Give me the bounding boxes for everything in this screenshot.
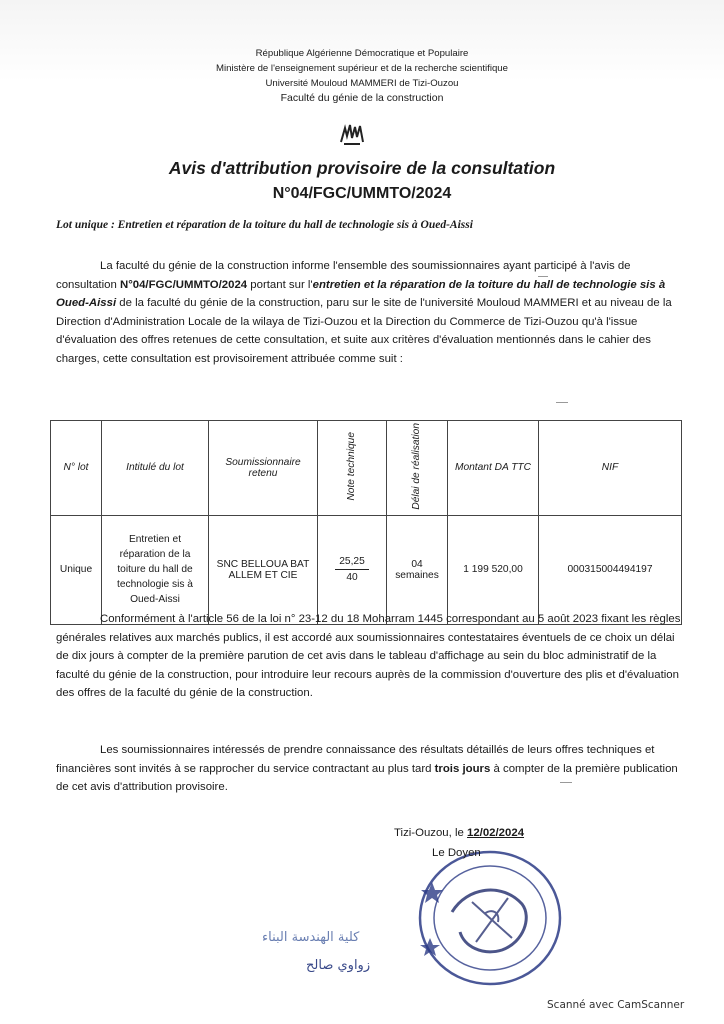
invitation-paragraph: Les soumissionnaires intéressés de prendre connaissance des résultats détaillés de leurs offres techniques et financières sont invités à se rapprocher du service contractant au plus tard trois jours à compter de la première publication de cet avis d'attribution provisoire. (56, 744, 678, 794)
lot-heading: Lot unique : Entretien et réparation de la toiture du hall de technologie sis à Oued-Aissi (56, 219, 473, 231)
header-university: Université Mouloud MAMMERI de Tizi-Ouzou (265, 78, 459, 89)
header-soumissionnaire: Soumissionnaire retenu (209, 421, 318, 516)
document-title: Avis d'attribution provisoire de la consultation (168, 158, 556, 178)
signature-date: 12/02/2024 (467, 827, 525, 839)
cell-montant: 1 199 520,00 (448, 515, 539, 624)
header-ministry: Ministère de l'enseignement supérieur et de la recherche scientifique (216, 63, 508, 74)
signature-date-line: Tizi-Ouzou, le 12/02/2024 (394, 827, 525, 839)
signature-title: Le Doyen (432, 847, 481, 859)
intro-reference: N°04/FGC/UMMTO/2024 (119, 278, 248, 291)
cell-lot-no: Unique (51, 515, 102, 624)
delai-unit: semaines (395, 569, 439, 581)
signatory-name-arabic: زواوي صالح (306, 958, 371, 973)
table-row (51, 515, 682, 624)
header-note: Note technique (318, 421, 387, 516)
scan-mark (560, 782, 572, 783)
delai-value: 04 (411, 558, 423, 570)
scan-mark (538, 276, 548, 277)
stamp-faculty-arabic: كلية الهندسة البناء (262, 930, 360, 945)
scan-mark (556, 402, 568, 403)
letterhead (0, 46, 724, 106)
recours-paragraph: Conformément à l'article 56 de la loi n° 23-12 du 18 Moharram 1445 correspondant au 5 août 2023 fixant les règles générales relatives aux marchés publics, il est accordé aux soumissionnaires contestataires éventuels de ce choix un délai de dix jours à compter de la première parution de cet avis dans le tableau d'affichage au sein du bloc administratif de la faculté du génie de la construction, pour introduire leur recours auprès de la commission d'ouverture des plis et d'évaluation des offres de la faculté du génie de la construction. (56, 613, 681, 700)
intro-paragraph: La faculté du génie de la construction informe l'ensemble des soumissionnaires ayant participé à l'avis de consultation N°04/FGC/UMMTO/2024 portant sur l'entretien et la réparation de la toiture du hall de technologie sis à Oued-Aissi de la faculté du génie de la construction, paru sur le site de l'université Mouloud MAMMERI et au niveau de la Direction d'Administration Locale de la wilaya de Tizi-Ouzou et la Direction du Commerce de Tizi-Ouzou qu'à l'issue d'évaluation des offres retenues de cette consultation, et suite aux critères d'évaluation mentionnés dans le cahier des charges, cette consultation est provisoirement attribuée comme suit : (56, 260, 672, 365)
header-republic: République Algérienne Démocratique et Populaire (255, 48, 469, 59)
official-stamp-icon (412, 842, 564, 988)
table-header-row (51, 421, 682, 516)
consultation-reference: N°04/FGC/UMMTO/2024 (272, 185, 452, 202)
header-faculty: Faculté du génie de la construction (280, 92, 444, 104)
header-lot-no: N° lot (51, 421, 102, 516)
cell-soumissionnaire: SNC BELLOUA BAT ALLEM ET CIE (209, 515, 318, 624)
scanner-watermark: Scanné avec CamScanner (547, 999, 685, 1011)
header-nif: NIF (539, 421, 682, 516)
header-delai: Délai de réalisation (387, 421, 448, 516)
header-montant: Montant DA TTC (448, 421, 539, 516)
invitation-deadline: trois jours (434, 762, 491, 775)
faculty-logo-icon (338, 122, 366, 146)
cell-intitule: Entretien et réparation de la toiture du hall de technologie sis à Oued-Aissi (102, 515, 209, 624)
intro-object: entretien et la réparation de la toiture du hall de technologie sis à Oued-Aissi (56, 278, 666, 310)
note-score: 25,25 (335, 556, 369, 570)
note-max: 40 (346, 572, 358, 584)
cell-note (318, 515, 387, 624)
attribution-table (50, 420, 682, 625)
cell-delai (387, 515, 448, 624)
cell-nif: 000315004494197 (539, 515, 682, 624)
header-intitule: Intitulé du lot (102, 421, 209, 516)
